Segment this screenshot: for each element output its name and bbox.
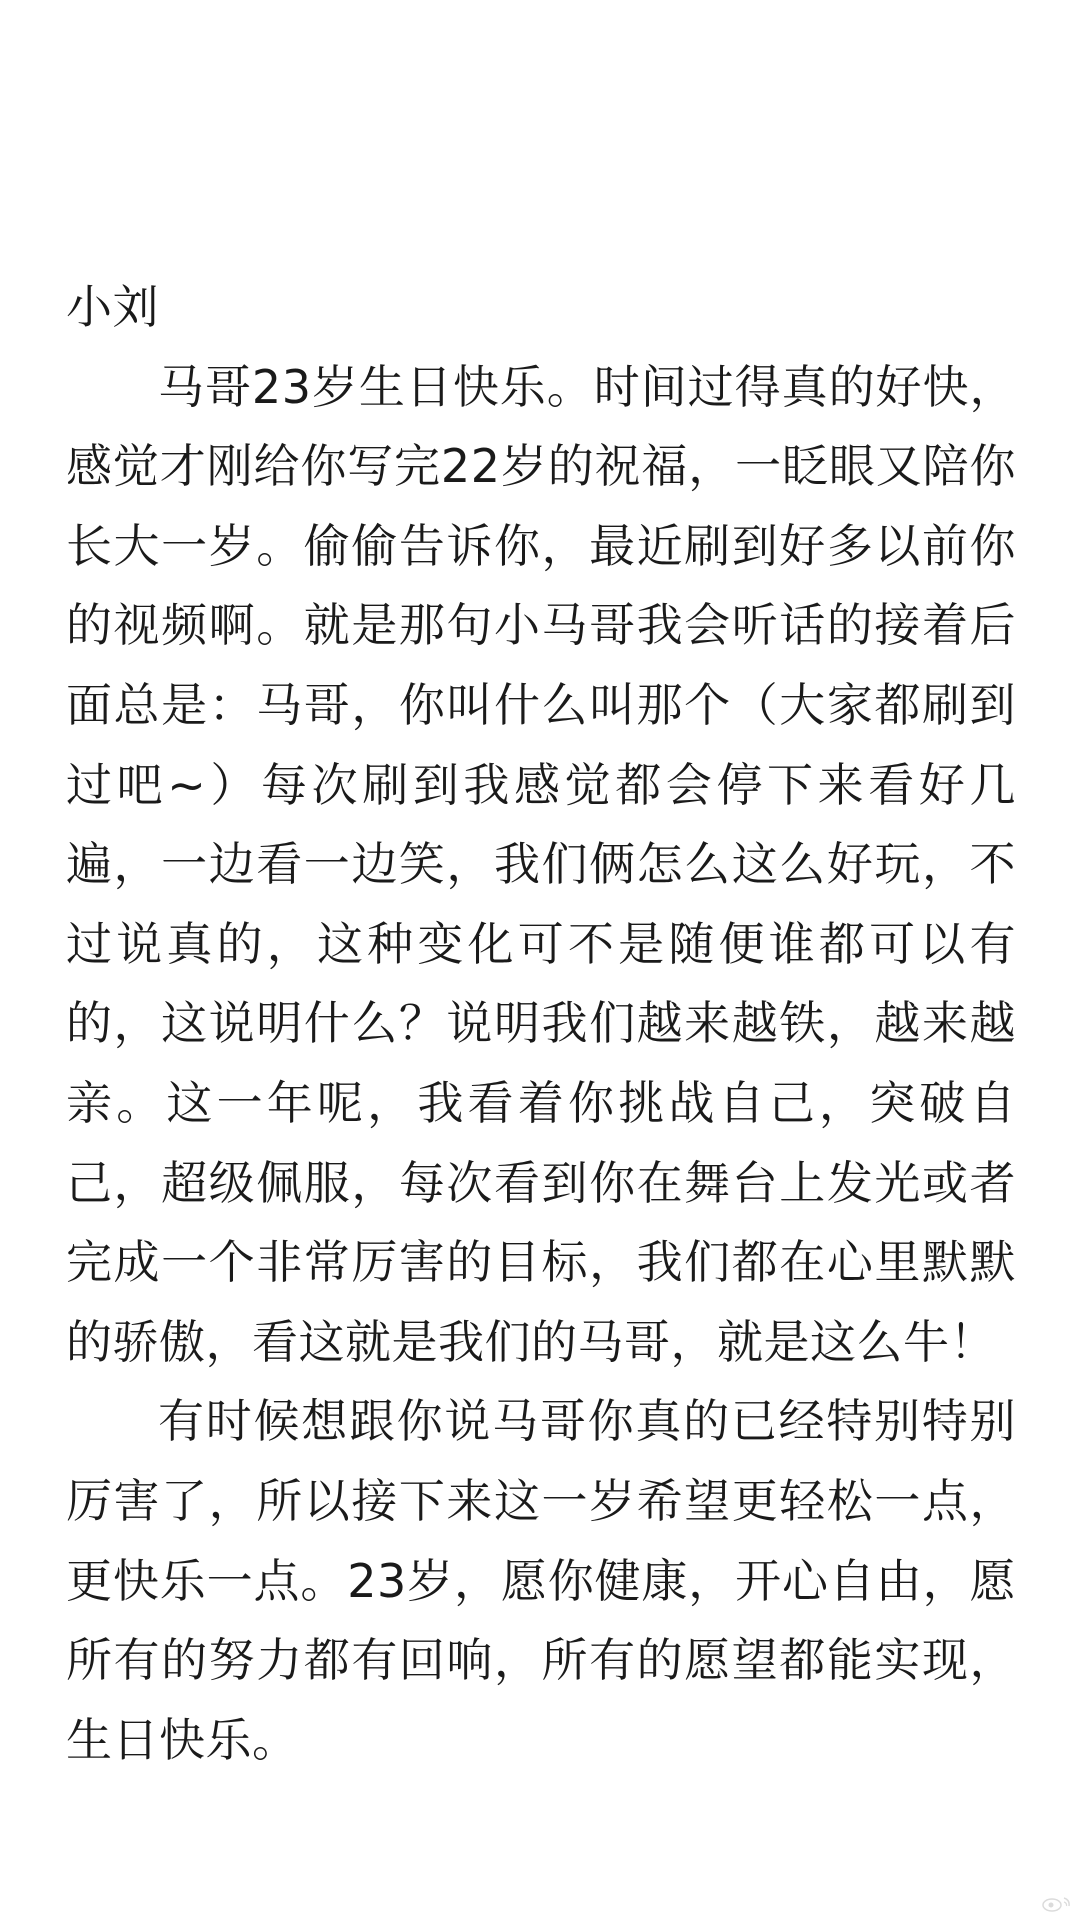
letter-body bbox=[66, 268, 1016, 1780]
letter-paragraph-2: 有时候想跟你说马哥你真的已经特别特别厉害了，所以接下来这一岁希望更轻松一点，更快乐一点。23岁，愿你健康，开心自由，愿所有的努力都有回响，所有的愿望都能实现，生日快乐。 bbox=[66, 1394, 1016, 1767]
letter-paragraph-1: 马哥23岁生日快乐。时间过得真的好快，感觉才刚给你写完22岁的祝福，一眨眼又陪你长大一岁。偷偷告诉你，最近刷到好多以前你的视频啊。就是那句小马哥我会听话的接着后面总是：马哥，你叫什么叫那个（大家都刷到过吧~）每次刷到我感觉都会停下来看好几遍，一边看一边笑，我们俩怎么这么好玩，不过说真的，这种变化可不是随便谁都可以有的，这说明什么？说明我们越来越铁，越来越亲。这一年呢，我看着你挑战自己，突破自己，超级佩服，每次看到你在舞台上发光或者完成一个非常厉害的目标，我们都在心里默默的骄傲，看这就是我们的马哥，就是这么牛！ bbox=[66, 359, 1016, 1369]
letter-greeting: 小刘 bbox=[66, 280, 159, 334]
weibo-watermark-icon bbox=[1040, 1894, 1074, 1914]
